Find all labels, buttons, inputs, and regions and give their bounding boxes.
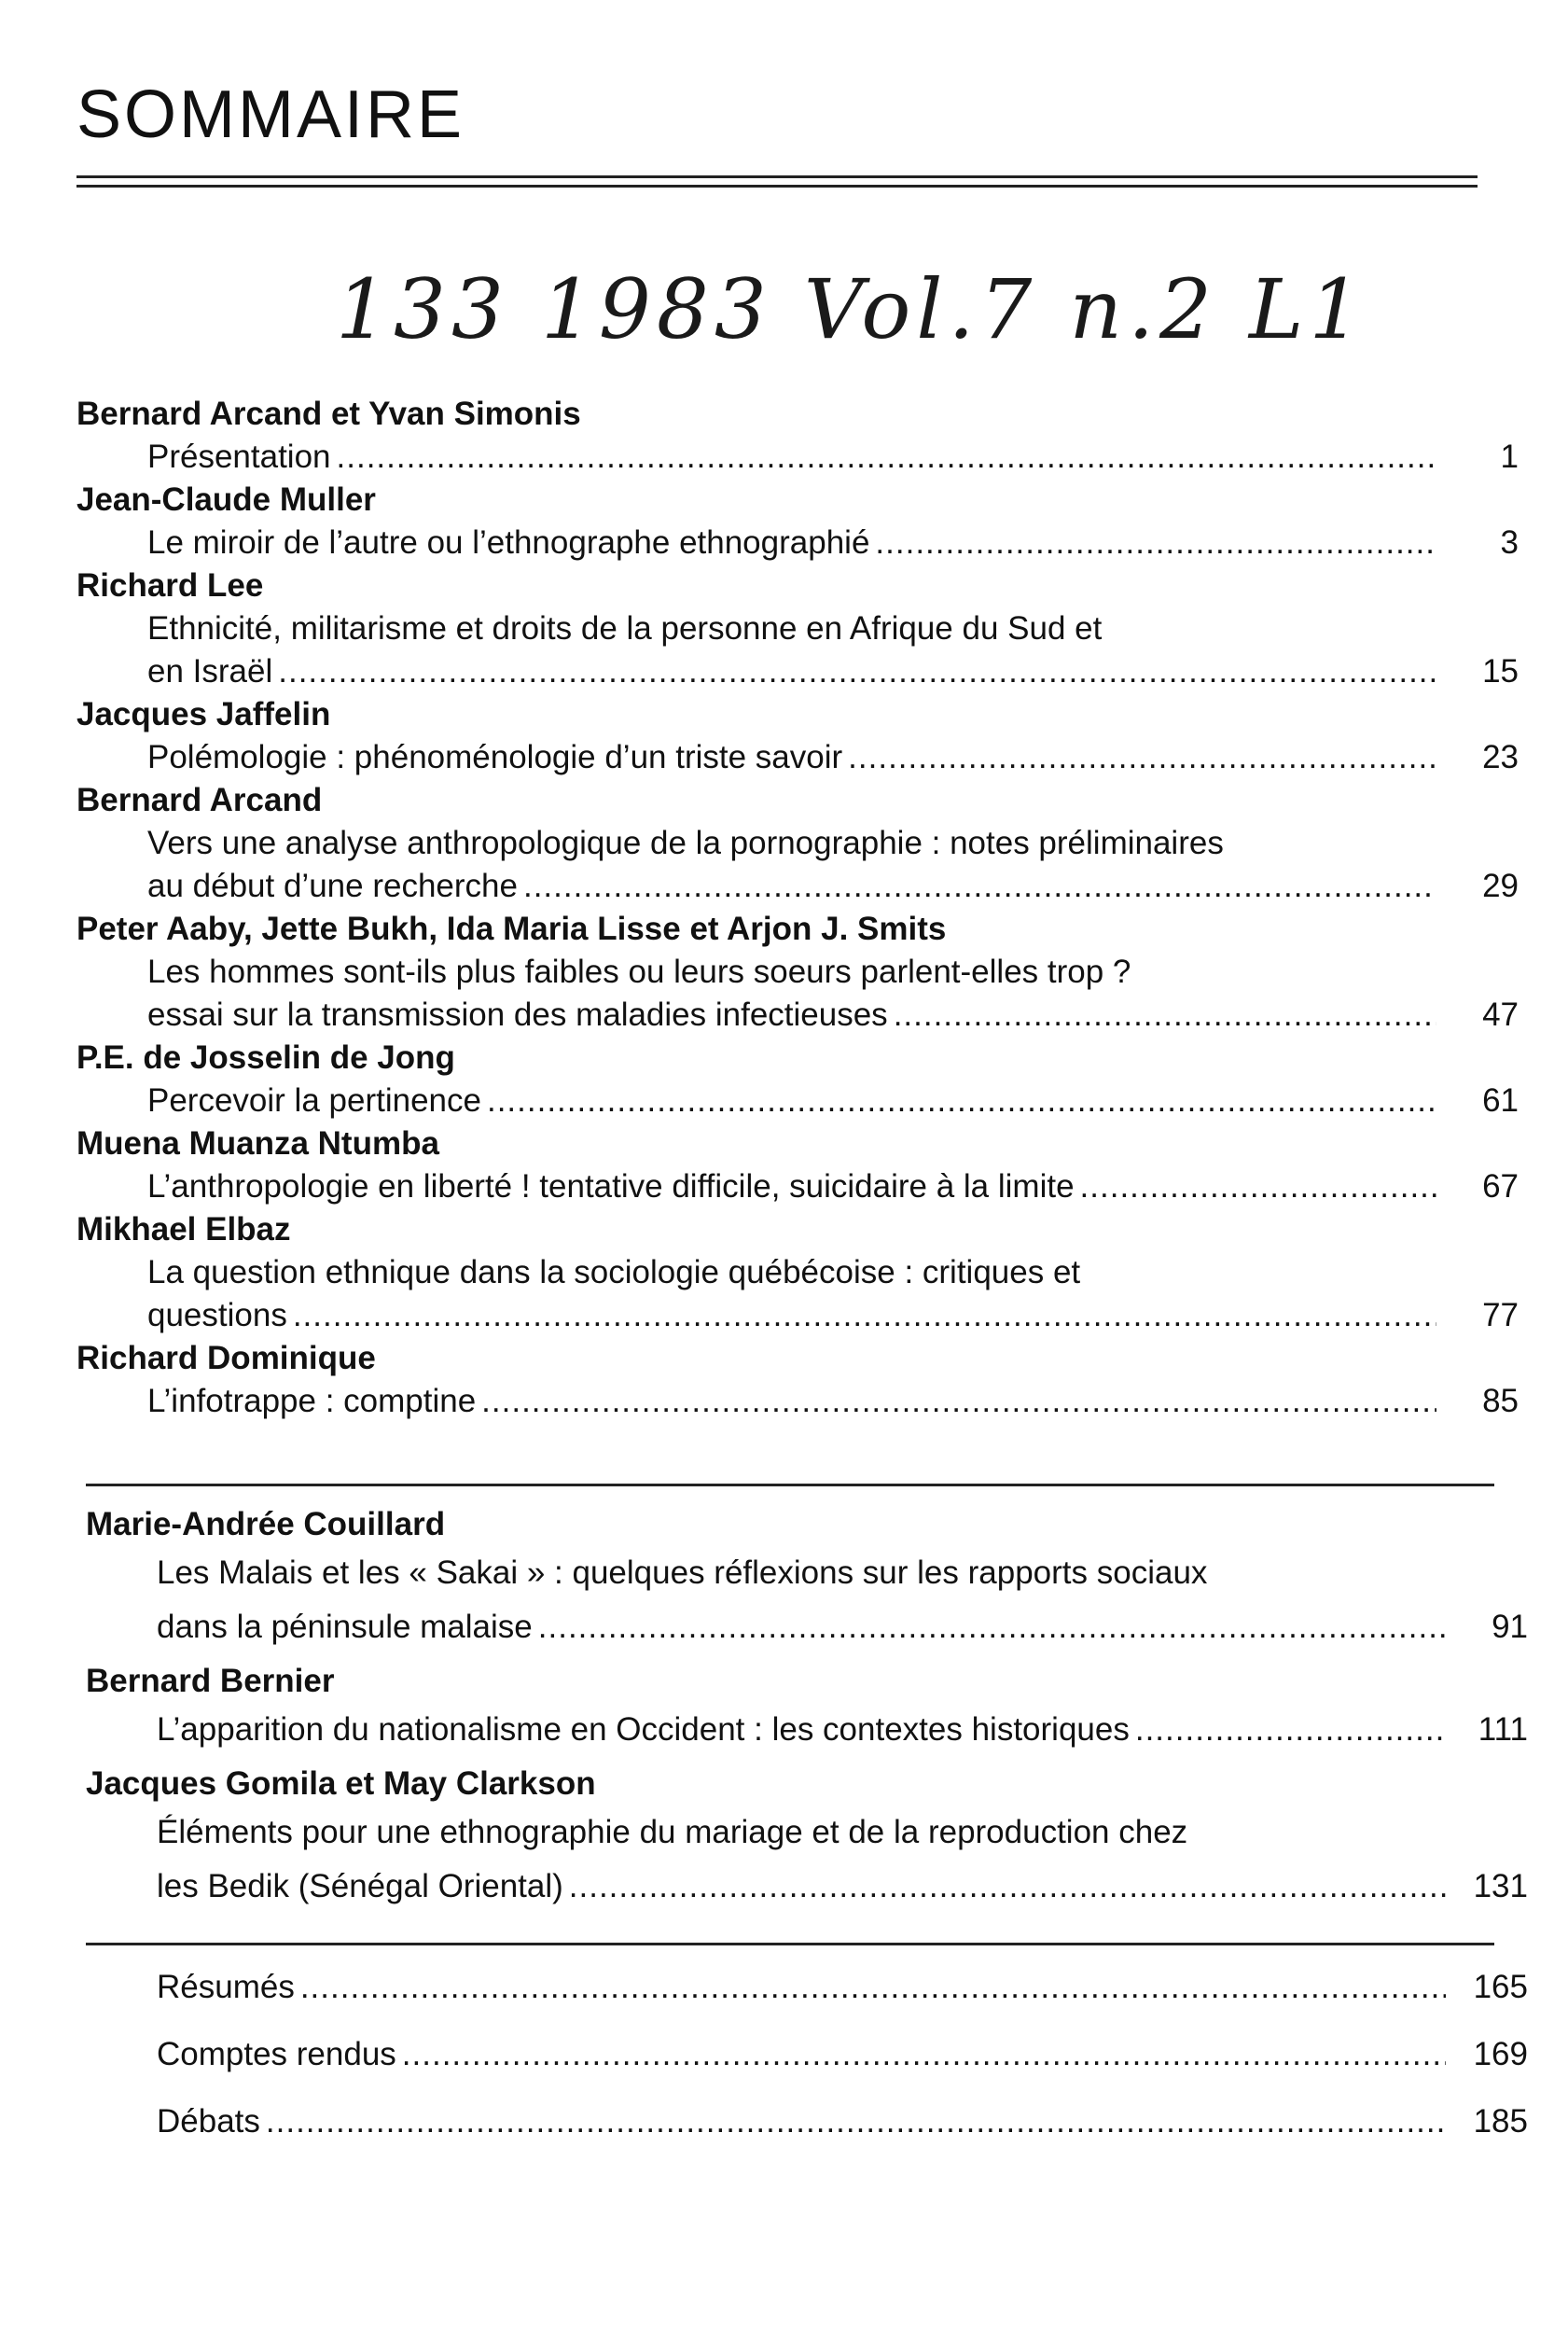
toc-articles: [86, 1506, 1528, 1922]
toc-entry: [76, 1211, 1519, 1340]
entry-title-text: Le miroir de l’autre ou l’ethnographe ethnographié: [147, 524, 870, 561]
toc-entry: [76, 481, 1519, 567]
entry-title-line: [86, 1711, 1528, 1765]
dot-leader: [1135, 1711, 1446, 1749]
entry-title-line: [76, 1297, 1519, 1340]
toc-main: [76, 396, 1519, 1426]
dot-leader: [293, 1297, 1436, 1334]
entry-title-text: dans la péninsule malaise: [157, 1609, 533, 1645]
dot-leader: [266, 2103, 1446, 2140]
entry-title-text: Polémologie : phénoménologie d’un triste savoir: [147, 739, 843, 775]
entry-title-line: [76, 954, 1444, 997]
entry-author: Bernard Arcand et Yvan Simonis: [76, 396, 581, 432]
toc-entry: [76, 1039, 1519, 1125]
page-number: 23: [1482, 739, 1519, 775]
entry-title-text: Les Malais et les « Sakai » : quelques réflexions sur les rapports sociaux: [157, 1554, 1208, 1591]
dot-leader: [894, 997, 1436, 1034]
page-number: 3: [1500, 524, 1519, 561]
page-number: 185: [1473, 2103, 1528, 2140]
entry-author: Peter Aaby, Jette Bukh, Ida Maria Lisse et Arjon J. Smits: [76, 911, 947, 947]
entry-title-line: [76, 524, 1519, 567]
entry-title-text: L’apparition du nationalisme en Occident : les contextes historiques: [157, 1711, 1130, 1748]
toc-entry: [76, 696, 1519, 782]
title-rule-bottom: [76, 185, 1478, 188]
entry-title-text: Les hommes sont-ils plus faibles ou leurs soeurs parlent-elles trop ?: [147, 954, 1131, 990]
entry-author: Mikhael Elbaz: [76, 1211, 291, 1248]
entry-title-text: Ethnicité, militarisme et droits de la personne en Afrique du Sud et: [147, 610, 1103, 647]
entry-title-text: au début d’une recherche: [147, 868, 518, 904]
entry-title-line: [76, 1254, 1444, 1297]
entry-title-line: [76, 610, 1444, 653]
entry-author: Richard Dominique: [76, 1340, 376, 1376]
page-title: SOMMAIRE: [76, 77, 465, 152]
entry-title-line: [86, 1609, 1528, 1663]
dot-leader: [875, 524, 1436, 562]
page-number: 169: [1473, 2036, 1528, 2072]
entry-title-line: [76, 1383, 1519, 1426]
dot-leader: [481, 1383, 1436, 1420]
entry-title-text: L’infotrappe : comptine: [147, 1383, 477, 1419]
entry-title-line: [76, 653, 1519, 696]
dot-leader: [300, 1969, 1446, 2006]
entry-author: Muena Muanza Ntumba: [76, 1125, 439, 1162]
entry-author: Richard Lee: [76, 567, 264, 604]
toc-sections: [86, 1969, 1528, 2170]
entry-title-text: La question ethnique dans la sociologie québécoise : critiques et: [147, 1254, 1081, 1290]
entry-author: Bernard Bernier: [86, 1663, 335, 1699]
page-number: 1: [1500, 439, 1519, 475]
toc-entry: [86, 1663, 1528, 1765]
entry-author: Jacques Gomila et May Clarkson: [86, 1765, 596, 1802]
toc-entry: [76, 396, 1519, 481]
entry-author: Marie-Andrée Couillard: [86, 1506, 446, 1542]
entry-title-text: les Bedik (Sénégal Oriental): [157, 1868, 563, 1904]
entry-title-text: en Israël: [147, 653, 273, 690]
entry-title-text: questions: [147, 1297, 287, 1333]
title-rule-top: [76, 175, 1478, 178]
toc-entry: [76, 911, 1519, 1039]
toc-entry: [76, 782, 1519, 911]
page-number: 15: [1482, 653, 1519, 690]
dot-leader: [487, 1082, 1436, 1120]
page-number: 91: [1492, 1609, 1528, 1645]
dot-leader: [337, 439, 1436, 476]
dot-leader: [848, 739, 1436, 776]
entry-author: Jacques Jaffelin: [76, 696, 331, 732]
entry-title-line: [76, 1168, 1519, 1211]
entry-title-line: [76, 439, 1519, 481]
entry-title-line: [86, 1554, 1453, 1609]
handwritten-note: 133 1983 Vol.7 n.2 L1: [336, 261, 1367, 357]
toc-entry: [86, 1765, 1528, 1922]
toc-entry: [76, 1340, 1519, 1426]
entry-title-line: [76, 825, 1444, 868]
page-number: 111: [1478, 1711, 1528, 1748]
toc-entry: [86, 1506, 1528, 1663]
dot-leader: [538, 1609, 1446, 1646]
entry-title-text: L’anthropologie en liberté ! tentative difficile, suicidaire à la limite: [147, 1168, 1075, 1205]
page-number: 67: [1482, 1168, 1519, 1205]
dot-leader: [569, 1868, 1446, 1905]
toc-section-line: [86, 2036, 1528, 2103]
page-number: 29: [1482, 868, 1519, 904]
entry-author: Jean-Claude Muller: [76, 481, 376, 518]
entry-title-line: [86, 1868, 1528, 1922]
page-number: 131: [1473, 1868, 1528, 1904]
dot-leader: [278, 653, 1436, 690]
entry-author: P.E. de Josselin de Jong: [76, 1039, 455, 1076]
section-label: Résumés: [157, 1969, 295, 2005]
entry-title-text: Vers une analyse anthropologique de la pornographie : notes préliminaires: [147, 825, 1224, 861]
toc-entry: [76, 1125, 1519, 1211]
section-divider-1: [86, 1484, 1494, 1486]
section-label: Débats: [157, 2103, 260, 2140]
entry-title-line: [76, 739, 1519, 782]
dot-leader: [1080, 1168, 1436, 1206]
entry-title-text: essai sur la transmission des maladies infectieuses: [147, 997, 888, 1033]
page-number: 85: [1482, 1383, 1519, 1419]
page-number: 47: [1482, 997, 1519, 1033]
entry-title-line: [86, 1814, 1453, 1868]
entry-title-line: [76, 868, 1519, 911]
section-label: Comptes rendus: [157, 2036, 396, 2072]
entry-title-text: Présentation: [147, 439, 331, 475]
entry-title-text: Éléments pour une ethnographie du mariage et de la reproduction chez: [157, 1814, 1188, 1850]
entry-title-line: [76, 1082, 1519, 1125]
page-number: 165: [1473, 1969, 1528, 2005]
entry-author: Bernard Arcand: [76, 782, 323, 818]
section-divider-2: [86, 1943, 1494, 1945]
entry-title-line: [76, 997, 1519, 1039]
toc-section-line: [86, 2103, 1528, 2170]
page-number: 77: [1482, 1297, 1519, 1333]
page-number: 61: [1482, 1082, 1519, 1119]
entry-title-text: Percevoir la pertinence: [147, 1082, 481, 1119]
dot-leader: [402, 2036, 1446, 2073]
toc-entry: [76, 567, 1519, 696]
toc-section-line: [86, 1969, 1528, 2036]
dot-leader: [523, 868, 1436, 905]
